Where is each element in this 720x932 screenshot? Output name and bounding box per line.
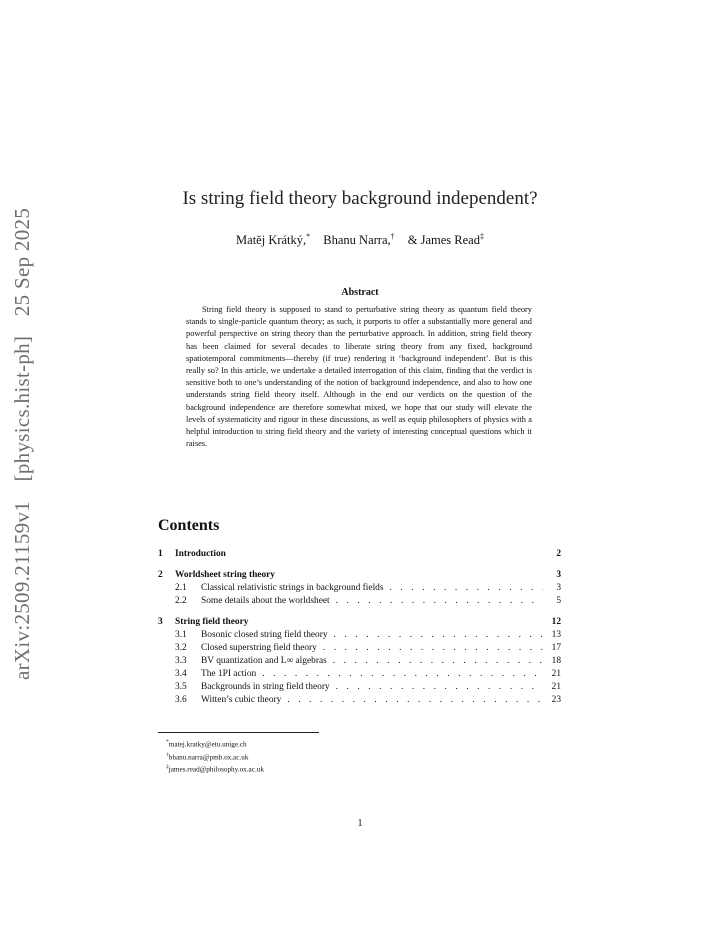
contents-heading: Contents bbox=[158, 517, 220, 534]
toc-section[interactable]: 1 Introduction 2 bbox=[158, 549, 561, 559]
author-3: & James Read‡ bbox=[407, 232, 484, 248]
toc-subsection[interactable]: 2.1 Classical relativistic strings in background fields . . . 3 bbox=[158, 582, 561, 595]
footnote-rule bbox=[158, 732, 319, 733]
author-1: Matěj Krátký,* bbox=[236, 232, 311, 248]
arxiv-id: arXiv:2509.21159v1 bbox=[10, 500, 34, 680]
table-of-contents bbox=[158, 548, 561, 707]
abstract-body: String field theory is supposed to stand to perturbative string theory as quantum field theory stands to single-particle quantum theory; as such, it purports to offer a substantially more general and powerful perspective on string theory than the perturbative approach. In addition, string field theory has been claimed for several decades to liberate string theory from any fixed, background spatiotemporal commitments—thereby (if true) rendering it ‘background independent’. But is this really so? In this article, we undertake a detailed interrogation of this claim, finding that the verdict is sensitive both to one’s understanding of the notion of background independence, and also to how one understands string field theory itself. Although in the end our verdicts on the question of the background independence are therefore somewhat mixed, we hope that our study will elevate the levels of systematicity and rigour in these discussions, as well as equip philosophers of physics with a helpful introduction to string field theory and the variety of interesting conceptual questions which it raises. bbox=[186, 305, 532, 449]
toc-subsection[interactable]: 3.1 Bosonic closed string field theory . . . 13 bbox=[158, 629, 561, 642]
arxiv-sidebar-stamp bbox=[10, 194, 35, 680]
toc-subsection[interactable]: 3.4 The 1PI action . . . 21 bbox=[158, 668, 561, 681]
footnotes bbox=[166, 737, 264, 775]
author-list bbox=[0, 232, 720, 248]
paper-title: Is string field theory background independent? bbox=[182, 188, 538, 209]
toc-section[interactable]: 3 String field theory 12 bbox=[158, 617, 561, 627]
arxiv-category: [physics.hist-ph] bbox=[10, 335, 34, 482]
arxiv-date: 25 Sep 2025 bbox=[10, 207, 34, 317]
toc-subsection[interactable]: 3.5 Backgrounds in string field theory . . . 21 bbox=[158, 681, 561, 694]
toc-section[interactable]: 2 Worldsheet string theory 3 bbox=[158, 570, 561, 580]
footnote-email[interactable]: †bhanu.narra@pmb.ox.ac.uk bbox=[166, 751, 249, 762]
toc-subsection[interactable]: 3.2 Closed superstring field theory . . . 17 bbox=[158, 642, 561, 655]
toc-subsection[interactable]: 3.6 Witten’s cubic theory . . . 23 bbox=[158, 694, 561, 707]
toc-subsection[interactable]: 3.3 BV quantization and L∞ algebras . . . 18 bbox=[158, 655, 561, 668]
toc-subsection[interactable]: 2.2 Some details about the worldsheet . . . 5 bbox=[158, 595, 561, 608]
author-2: Bhanu Narra,† bbox=[323, 232, 395, 248]
footnote-email[interactable]: ‡james.read@philosophy.ox.ac.uk bbox=[166, 764, 264, 774]
abstract-heading: Abstract bbox=[341, 287, 379, 298]
footnote-email[interactable]: *matej.kratky@etu.unige.ch bbox=[166, 739, 247, 749]
page-number: 1 bbox=[357, 818, 363, 829]
